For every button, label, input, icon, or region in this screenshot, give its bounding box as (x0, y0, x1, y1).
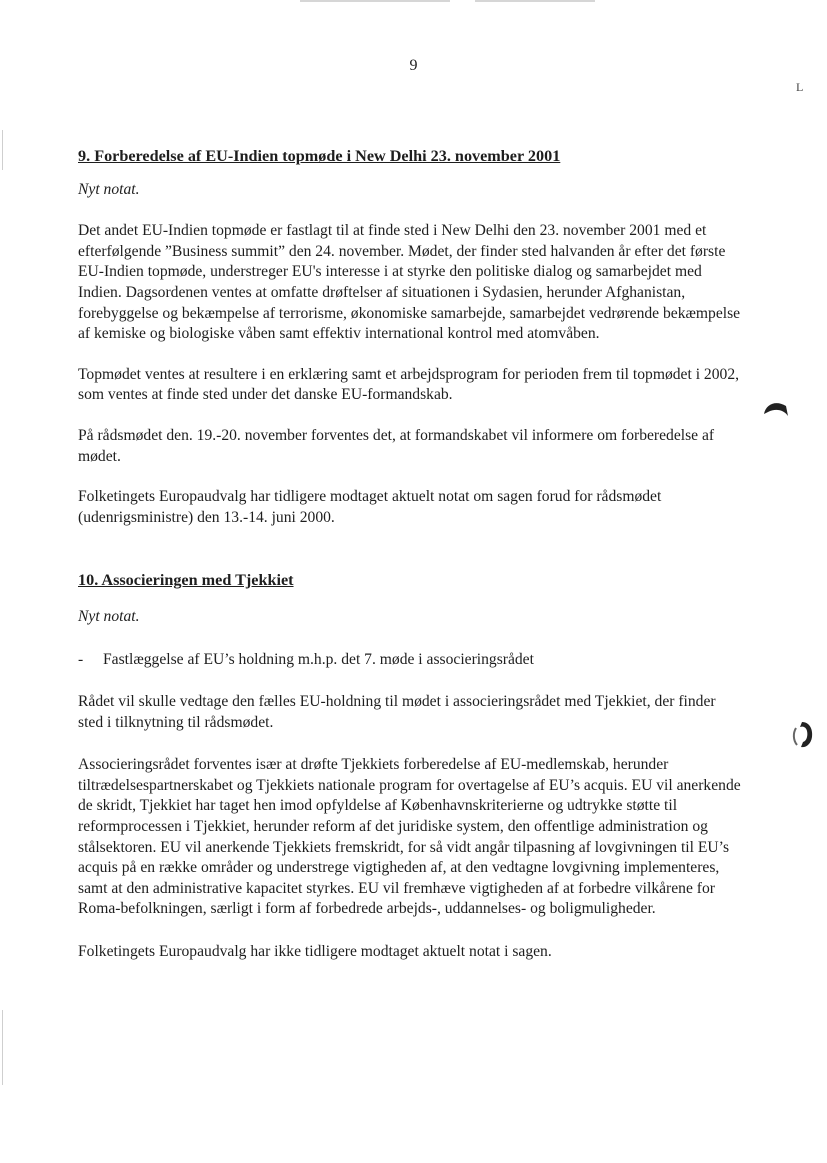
scan-edge-left-lower (2, 1010, 3, 1085)
paragraph: Det andet EU-Indien topmøde er fastlagt til at finde sted i New Delhi den 23. november 2001 med et efterfølgende ”Business summit” den 24. november. Mødet, der finder sted halvanden år efter det første EU-Indien topmøde, understreger EU's interesse i at styrke den politiske dialog og samarbejdet med Indien. Dagsordenen ventes at omfatte drøftelser af situationen i Sydasien, herunder Afghanistan, forebyggelse og bekæmpelse af terrorisme, økonomiske samarbejde, samarbejdet vedrørende bekæmpelse af kemiske og biologiske våben samt effektiv international kontrol med atomvåben. (78, 222, 741, 343)
scan-edge-top-right (475, 0, 595, 2)
scan-edge-left-upper (2, 130, 3, 170)
section-note: Nyt notat. (78, 607, 140, 625)
page-number: 9 (409, 57, 418, 74)
paragraph: Folketingets Europaudvalg har tidligere modtaget aktuelt notat om sagen forud for rådsmødet (udenrigsministre) den 13.-14. juni 2000. (78, 488, 662, 526)
scan-edge-top-left (300, 0, 450, 2)
bullet-dash: - (78, 650, 84, 668)
section-heading-india-summit: 9. Forberedelse af EU-Indien topmøde i New Delhi 23. november 2001 (78, 147, 561, 165)
punch-hole-mark-upper (762, 398, 790, 425)
paragraph: Rådet vil skulle vedtage den fælles EU-holdning til mødet i associeringsrådet med Tjekkiet, der finder sted i tilknytning til rådsmødet. (78, 693, 716, 731)
document-body (78, 140, 744, 963)
paragraph: Folketingets Europaudvalg har ikke tidligere modtaget aktuelt notat i sagen. (78, 943, 552, 961)
bullet-text: Fastlæggelse af EU’s holdning m.h.p. det 7. møde i associeringsrådet (103, 650, 534, 668)
paragraph: Topmødet ventes at resultere i en erklæring samt et arbejdsprogram for perioden frem til topmødet i 2002, som ventes at finde sted under det danske EU-formandskab. (78, 365, 740, 404)
paragraph: Associeringsrådet forventes især at drøfte Tjekkiets forberedelse af EU-medlemskab, herunder tiltrædelsespartnerskabet og Tjekkiets nationale program for overtagelse af EU’s acquis. EU vil anerkende de skridt, Tjekkiet har taget hen imod opfyldelse af Københavnskriterierne og udtrykke støtte til reformprocessen i Tjekkiet, herunder reform af det juridiske system, den offentlige administration og stålsektoren. EU vil anerkende Tjekkiets fremskridt, for så vidt angår tilpasning af lovgivningen til EU’s acquis på en række områder og understrege vigtigheden af, at den vedtagne lovgivning implementeres, samt at den administrative kapacitet styrkes. EU vil fremhæve vigtigheden af at forbedre vilkårene for Roma-befolkningen, særligt i form af forbedrede arbejds-, uddannelses- og boligmuligheder. (78, 756, 741, 918)
punch-hole-mark-lower (790, 720, 814, 755)
section-heading-czech-association: 10. Associeringen med Tjekkiet (78, 571, 294, 590)
corner-mark: L (796, 80, 804, 94)
section-note: Nyt notat. (78, 180, 140, 198)
bullet-item (78, 650, 744, 671)
paragraph: På rådsmødet den. 19.-20. november forventes det, at formandskabet vil informere om forberedelse af mødet. (78, 426, 715, 465)
